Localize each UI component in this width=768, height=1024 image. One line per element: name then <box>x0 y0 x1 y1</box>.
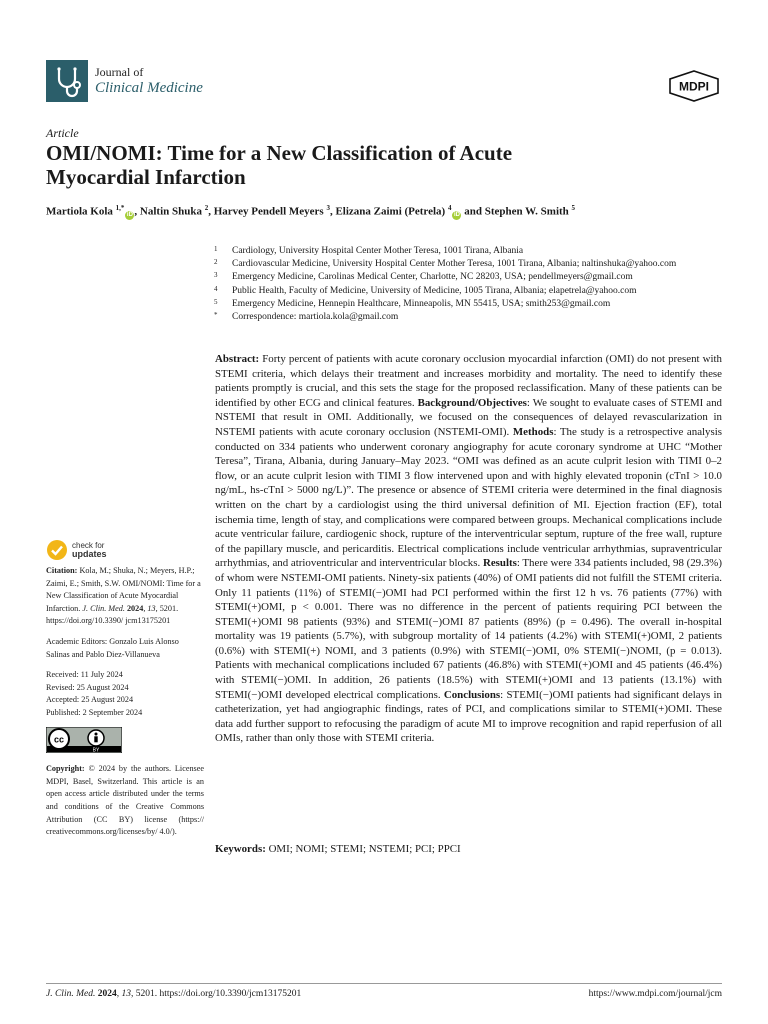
footer-citation: J. Clin. Med. 2024, 13, 5201. https://doi.org/10.3390/jcm13175201 <box>46 989 302 999</box>
mdpi-logo-icon <box>668 70 720 102</box>
title-line-1: OMI/NOMI: Time for a New Classification of Acute <box>46 141 513 165</box>
conclusions-text: : STEMI(−)OMI patients had significant delays in catheterization, yet had angiographic findings, rates of PCI, and complications similar to STEMI(+)OMI. These data add further support to refocusing the paradigm of acute MI to improve recognition and rapid reperfusion of all OMIs, rather than only those with STEMI criteria. <box>215 688 723 745</box>
author-affiliation-mark: 5 <box>571 204 576 212</box>
author-name[interactable]: Martiola Kola <box>46 205 113 218</box>
author-affiliation-mark: 1,* <box>115 204 125 212</box>
footer-journal-url[interactable]: https://www.mdpi.com/journal/jcm <box>588 989 722 999</box>
affiliation-item <box>214 285 724 298</box>
author-name[interactable]: Elizana Zaimi (Petrela) <box>335 205 446 218</box>
results-text: : There were 334 patients included, 98 (29.3%) of whom were NSTEMI-OMI patients. Ninety-six patients (40%) of OMI patients did not fulfill the STEMI criteria. Only 11 patients (11%) of STEMI(−)OMI had PCI performed within the first 12 h vs. 76 patients (77%) with STEMI(+)OMI, p < 0.001. There was no difference in the percent of patients requiring PCI between the STEMI(+)OMI 98 patients (93%) and STEMI(−)OMI 87 patients (89%) (p = 0.496). The overall in-hospital mortality was 19 patients (5.7%), with subgroup mortality of 14 patients (4.2%) with STEMI(+)OMI, 2 patients (0.6%) with STEMI(+) NOMI, and 3 patients (0.9%) with STEMI(−)OMI, 0% STEMI(−)NOMI, (p = 0.013). Patients with mechanical complications included 67 patients (46.8%) with STEMI(+)OMI and 45 patients (46.4%) with STEMI(−)OMI. In addition, 26 patients (18.5%) with STEMI(+)OMI and 13 patients (13.1%) with STEMI(−)OMI developed electrical complications. <box>215 557 722 701</box>
citation-journal: J. Clin. Med. <box>82 603 125 613</box>
author-separator: , <box>134 205 140 218</box>
academic-editors: Academic Editors: Gonzalo Luis Alonso Salinas and Pablo Diez-Villanueva <box>46 636 179 659</box>
author-affiliation-mark: 4 <box>447 204 452 212</box>
affiliation-mark: * <box>214 311 218 320</box>
affiliation-mark: 2 <box>214 258 218 267</box>
affiliation-item <box>214 258 724 271</box>
affiliation-mark: 4 <box>214 284 218 293</box>
abstract-label: Abstract: <box>215 353 260 365</box>
dates <box>46 669 204 719</box>
check-for-updates-icon <box>46 539 68 561</box>
footer-doi[interactable]: , 5201. https://doi.org/10.3390/jcm13175201 <box>130 989 302 999</box>
affiliation-item <box>214 311 724 324</box>
author-separator: , <box>329 205 336 218</box>
author-name[interactable]: Harvey Pendell Meyers <box>213 205 324 218</box>
affiliation-mark: 3 <box>214 271 218 280</box>
journal-name-line1: Journal of <box>95 65 144 79</box>
journal-name <box>95 66 203 97</box>
author-affiliation-mark: 3 <box>326 204 330 212</box>
author-name[interactable]: Naltin Shuka <box>139 205 202 218</box>
author-list <box>46 204 736 220</box>
affiliation-text: Cardiology, University Hospital Center Mother Teresa, 1001 Tirana, Albania <box>232 246 524 256</box>
keywords-label: Keywords: <box>215 843 266 855</box>
author-separator: and <box>461 205 485 218</box>
footer-volume: 13 <box>121 989 131 999</box>
affiliation-text: Emergency Medicine, Hennepin Healthcare, Minneapolis, MN 55415, USA; smith253@gmail.com <box>232 298 611 309</box>
footer-year: 2024 <box>97 989 117 999</box>
background-label: Background/Objectives <box>417 396 527 409</box>
methods-label: Methods <box>512 425 554 438</box>
results-label: Results <box>482 557 517 570</box>
date-revised: Revised: 25 August 2024 <box>46 682 129 692</box>
author-separator: , <box>208 205 214 218</box>
citation-volume: 13 <box>147 603 156 613</box>
copyright-text: © 2024 by the authors. Licensee MDPI, Basel, Switzerland. This article is an open access article distributed under the terms and conditions of the Creative Commons Attribution (CC BY) license (https:// creativecommons.org/licenses/by/ 4.0/). <box>46 764 205 837</box>
affiliation-mark: 5 <box>214 297 218 306</box>
journal-name-line2: Clinical Medicine <box>95 79 203 96</box>
author-name[interactable]: Stephen W. Smith <box>484 205 569 218</box>
affiliation-text: Public Health, Faculty of Medicine, University of Medicine, 1005 Tirana, Albania; elapetrela@yahoo.com <box>232 285 637 296</box>
citation: Citation: Kola, M.; Shuka, N.; Meyers, H.P.; Zaimi, E.; Smith, S.W. OMI/NOMI: Time for a New Classification of Acute Myocardial Infarction. J. Clin. Med. 2024, 13, 5201. https://doi.org/10.3390/ jcm13175201 <box>46 566 201 626</box>
methods-text: : The study is a retrospective analysis conducted on 334 patients who underwent coronary angiography for acute coronary syndrome at UHC “Mother Teresa”, Tirana, Albania, during January–May 2023. “OMI was defined as an acute culprit lesion with TIMI 0–2 flow, or an acute culprit lesion with TIMI 3 flow intervened upon and with highly elevated troponin (cTnI > 10.0 ng/mL, hs-cTnI > 5000 ng/L)”. The presence or absence of STEMI criteria were determined in the final diagnosis written on the chart by a cardiologist using the third universal definition of MI. Ejection fraction (EF), total ischemia time, length of stay, and complications were compared between groups. Mechanical complications include acute ventricular failure, cardiogenic shock, rupture of the interventricular septum, rupture of the free wall, rupture of the papillary muscle, and pericarditis. Electrical complications include ventricular arrhythmias, supraventricular arrhythmias, and atrioventricular and interventricular blocks. <box>215 425 722 570</box>
date-received: Received: 11 July 2024 <box>46 670 123 680</box>
article-type: Article <box>46 126 79 140</box>
check-for-updates-button[interactable] <box>46 539 204 561</box>
citation-year: 2024 <box>126 603 144 613</box>
publisher-name: MDPI <box>679 79 709 94</box>
affiliation-text: Emergency Medicine, Carolinas Medical Center, Charlotte, NC 28203, USA; pendellmeyers@gmail.com <box>232 272 633 283</box>
footer-journal: J. Clin. Med. <box>46 989 96 999</box>
title-line-2: Myocardial Infarction <box>46 165 246 189</box>
background-text: : We sought to evaluate cases of STEMI and NSTEMI that result in OMI. Additionally, we focused on the consequences of delayed revascularization in NSTEMI patients with acute coronary occlusion (NSTEMI-OMI). <box>215 396 722 438</box>
cc-label: BY <box>92 746 100 753</box>
affiliation-mark: 1 <box>214 245 218 253</box>
keywords <box>215 843 722 855</box>
author-affiliation-mark: 2 <box>204 204 209 212</box>
orcid-icon[interactable]: iD <box>453 211 460 218</box>
abstract-intro: Forty percent of patients with acute coronary occlusion myocardial infarction (OMI) do not present with STEMI criteria, which delays their treatment and increases morbidity and mortality. The need to identify these patients promptly is crucial, and this sets the stage for the proposed reclassification. Many of these patients can be identified by other ECG and clinical features. <box>215 353 722 409</box>
citation-doi[interactable]: , 5201. https://doi.org/10.3390/ jcm13175201 <box>46 603 179 626</box>
conclusions-label: Conclusions <box>443 688 501 701</box>
cc-by-license-icon[interactable] <box>46 727 122 753</box>
affiliation-item <box>214 245 724 258</box>
affiliation-text: Cardiovascular Medicine, University Hospital Center Mother Teresa, 1001 Tirana, Albania; naltinshuka@yahoo.com <box>232 259 677 270</box>
keywords-text: OMI; NOMI; STEMI; NSTEMI; PCI; PPCI <box>268 843 461 855</box>
check-line-2: updates <box>72 549 107 559</box>
affiliation-item <box>214 298 724 311</box>
citation-label: Citation: <box>46 566 78 575</box>
orcid-icon[interactable]: iD <box>126 211 133 218</box>
date-published: Published: 2 September 2024 <box>46 707 143 717</box>
sidebar <box>46 539 204 839</box>
abstract <box>215 352 722 746</box>
check-line-1: check for <box>72 541 105 550</box>
footer-divider <box>46 983 722 984</box>
svg-text:cc: cc <box>53 734 65 745</box>
affiliation-item <box>214 271 724 284</box>
affiliation-list <box>214 245 724 324</box>
article-title <box>46 141 706 189</box>
citation-text-a: Kola, M.; Shuka, N.; Meyers, H.P.; Zaimi, E.; Smith, S.W. OMI/NOMI: Time for a New Classification of Acute Myocardial Infarction. <box>46 566 201 613</box>
copyright-label: Copyright: <box>46 764 85 774</box>
date-accepted: Accepted: 25 August 2024 <box>46 695 134 705</box>
journal-logo-icon <box>46 60 88 102</box>
copyright <box>46 763 204 839</box>
affiliation-text: Correspondence: martiola.kola@gmail.com <box>232 312 399 323</box>
